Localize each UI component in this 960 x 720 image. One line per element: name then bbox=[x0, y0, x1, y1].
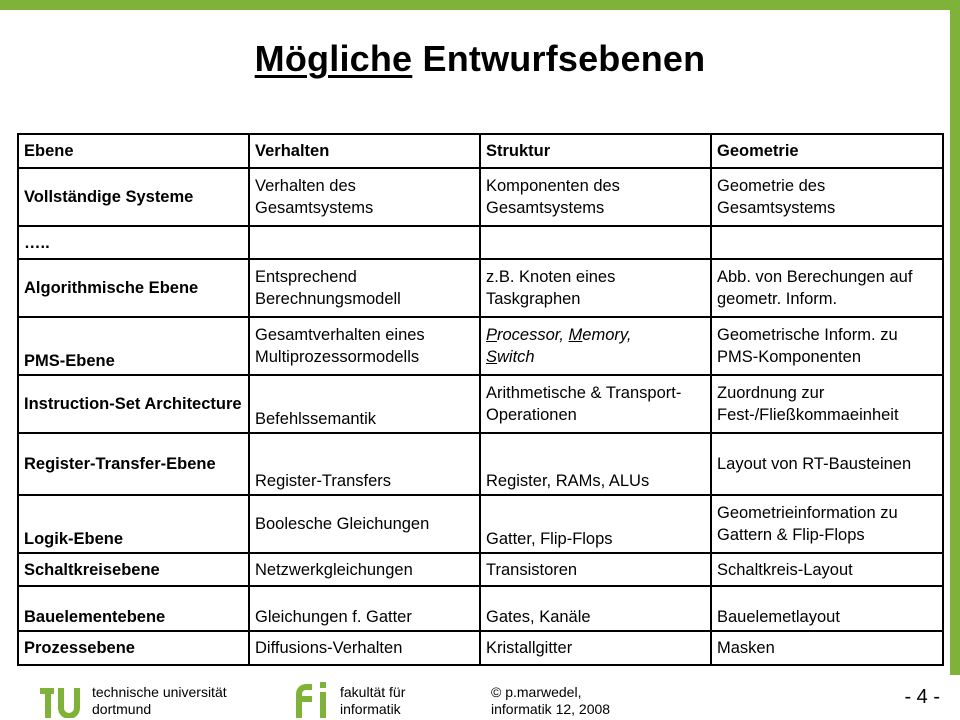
cell-struktur: Kristallgitter bbox=[480, 631, 711, 665]
cell-verhalten bbox=[249, 226, 480, 259]
cell-geometrie: Bauelemetlayout bbox=[711, 586, 943, 631]
footer-uni-line1: technische universität bbox=[92, 684, 227, 700]
cell-geometrie: Geometrische Inform. zu PMS-Komponenten bbox=[711, 317, 943, 375]
cell-struktur: Gatter, Flip-Flops bbox=[480, 495, 711, 553]
footer-fak-line2: informatik bbox=[340, 701, 401, 717]
cell-ebene: Algorithmische Ebene bbox=[18, 259, 249, 317]
title-rest: Entwurfsebenen bbox=[422, 38, 706, 79]
cell-struktur: Arithmetische & Transport-Operationen bbox=[480, 375, 711, 433]
table-row bbox=[18, 259, 943, 317]
header-verhalten: Verhalten bbox=[249, 134, 480, 168]
cell-verhalten: Gleichungen f. Gatter bbox=[249, 586, 480, 631]
table-header-row bbox=[18, 134, 943, 168]
pms-s-initial: S bbox=[486, 348, 498, 366]
cell-struktur bbox=[480, 226, 711, 259]
design-levels-table bbox=[17, 133, 944, 666]
fi-logo-icon bbox=[290, 682, 336, 718]
cell-geometrie bbox=[711, 226, 943, 259]
right-accent-bar bbox=[950, 0, 960, 675]
cell-ebene: Schaltkreisebene bbox=[18, 553, 249, 586]
footer-uni-line2: dortmund bbox=[92, 701, 152, 717]
table-row bbox=[18, 553, 943, 586]
footer-faculty bbox=[340, 684, 405, 718]
cell-verhalten: Netzwerkgleichungen bbox=[249, 553, 480, 586]
table-row bbox=[18, 433, 943, 495]
cell-geometrie: Layout von RT-Bausteinen bbox=[711, 433, 943, 495]
cell-geometrie: Geometrieinformation zu Gattern & Flip-Flops bbox=[711, 495, 943, 553]
cell-ebene: Register-Transfer-Ebene bbox=[18, 433, 249, 495]
tu-logo-icon bbox=[40, 682, 86, 718]
cell-struktur: Komponenten des Gesamtsystems bbox=[480, 168, 711, 226]
table-row bbox=[18, 375, 943, 433]
slide-title bbox=[0, 38, 960, 80]
cell-ebene: Prozessebene bbox=[18, 631, 249, 665]
cell-struktur: Gates, Kanäle bbox=[480, 586, 711, 631]
header-struktur: Struktur bbox=[480, 134, 711, 168]
page-number: - 4 - bbox=[904, 686, 940, 708]
cell-verhalten: Befehlssemantik bbox=[249, 375, 480, 433]
cell-struktur: z.B. Knoten eines Taskgraphen bbox=[480, 259, 711, 317]
cell-ebene: Bauelementebene bbox=[18, 586, 249, 631]
pms-m-initial: M bbox=[568, 326, 583, 344]
cell-struktur: Register, RAMs, ALUs bbox=[480, 433, 711, 495]
cell-verhalten: Verhalten des Gesamtsystems bbox=[249, 168, 480, 226]
cell-verhalten: Entsprechend Berechnungsmodell bbox=[249, 259, 480, 317]
footer-author-line1: © p.marwedel, bbox=[491, 684, 582, 700]
top-accent-bar bbox=[0, 0, 960, 10]
cell-verhalten: Register-Transfers bbox=[249, 433, 480, 495]
header-ebene: Ebene bbox=[18, 134, 249, 168]
pms-s-rest: witch bbox=[497, 348, 535, 366]
cell-verhalten: Gesamtverhalten eines Multiprozessormodells bbox=[249, 317, 480, 375]
table-row bbox=[18, 495, 943, 553]
header-geometrie: Geometrie bbox=[711, 134, 943, 168]
cell-geometrie: Zuordnung zur Fest-/Fließkommaeinheit bbox=[711, 375, 943, 433]
pms-p-rest: rocessor, bbox=[497, 326, 569, 344]
cell-geometrie: Geometrie des Gesamtsystems bbox=[711, 168, 943, 226]
pms-p-initial: P bbox=[486, 326, 498, 344]
cell-ebene: Instruction-Set Architecture bbox=[18, 375, 249, 433]
cell-struktur-pms bbox=[480, 317, 711, 375]
cell-ebene: Logik-Ebene bbox=[18, 495, 249, 553]
cell-struktur: Transistoren bbox=[480, 553, 711, 586]
cell-ebene: ….. bbox=[18, 226, 249, 259]
table-row bbox=[18, 317, 943, 375]
cell-geometrie: Schaltkreis-Layout bbox=[711, 553, 943, 586]
table-row bbox=[18, 586, 943, 631]
footer-university bbox=[92, 684, 227, 718]
pms-m-rest: emory, bbox=[582, 326, 632, 344]
cell-verhalten: Boolesche Gleichungen bbox=[249, 495, 480, 553]
table-row bbox=[18, 631, 943, 665]
footer-fak-line1: fakultät für bbox=[340, 684, 406, 700]
cell-geometrie: Abb. von Berechungen auf geometr. Inform. bbox=[711, 259, 943, 317]
cell-verhalten: Diffusions-Verhalten bbox=[249, 631, 480, 665]
cell-geometrie: Masken bbox=[711, 631, 943, 665]
table-row bbox=[18, 226, 943, 259]
footer-author-line2: informatik 12, 2008 bbox=[491, 701, 611, 717]
cell-ebene: PMS-Ebene bbox=[18, 317, 249, 375]
table-row bbox=[18, 168, 943, 226]
title-underlined-word: Mögliche bbox=[254, 38, 413, 79]
cell-ebene: Vollständige Systeme bbox=[18, 168, 249, 226]
footer-author bbox=[491, 684, 610, 718]
